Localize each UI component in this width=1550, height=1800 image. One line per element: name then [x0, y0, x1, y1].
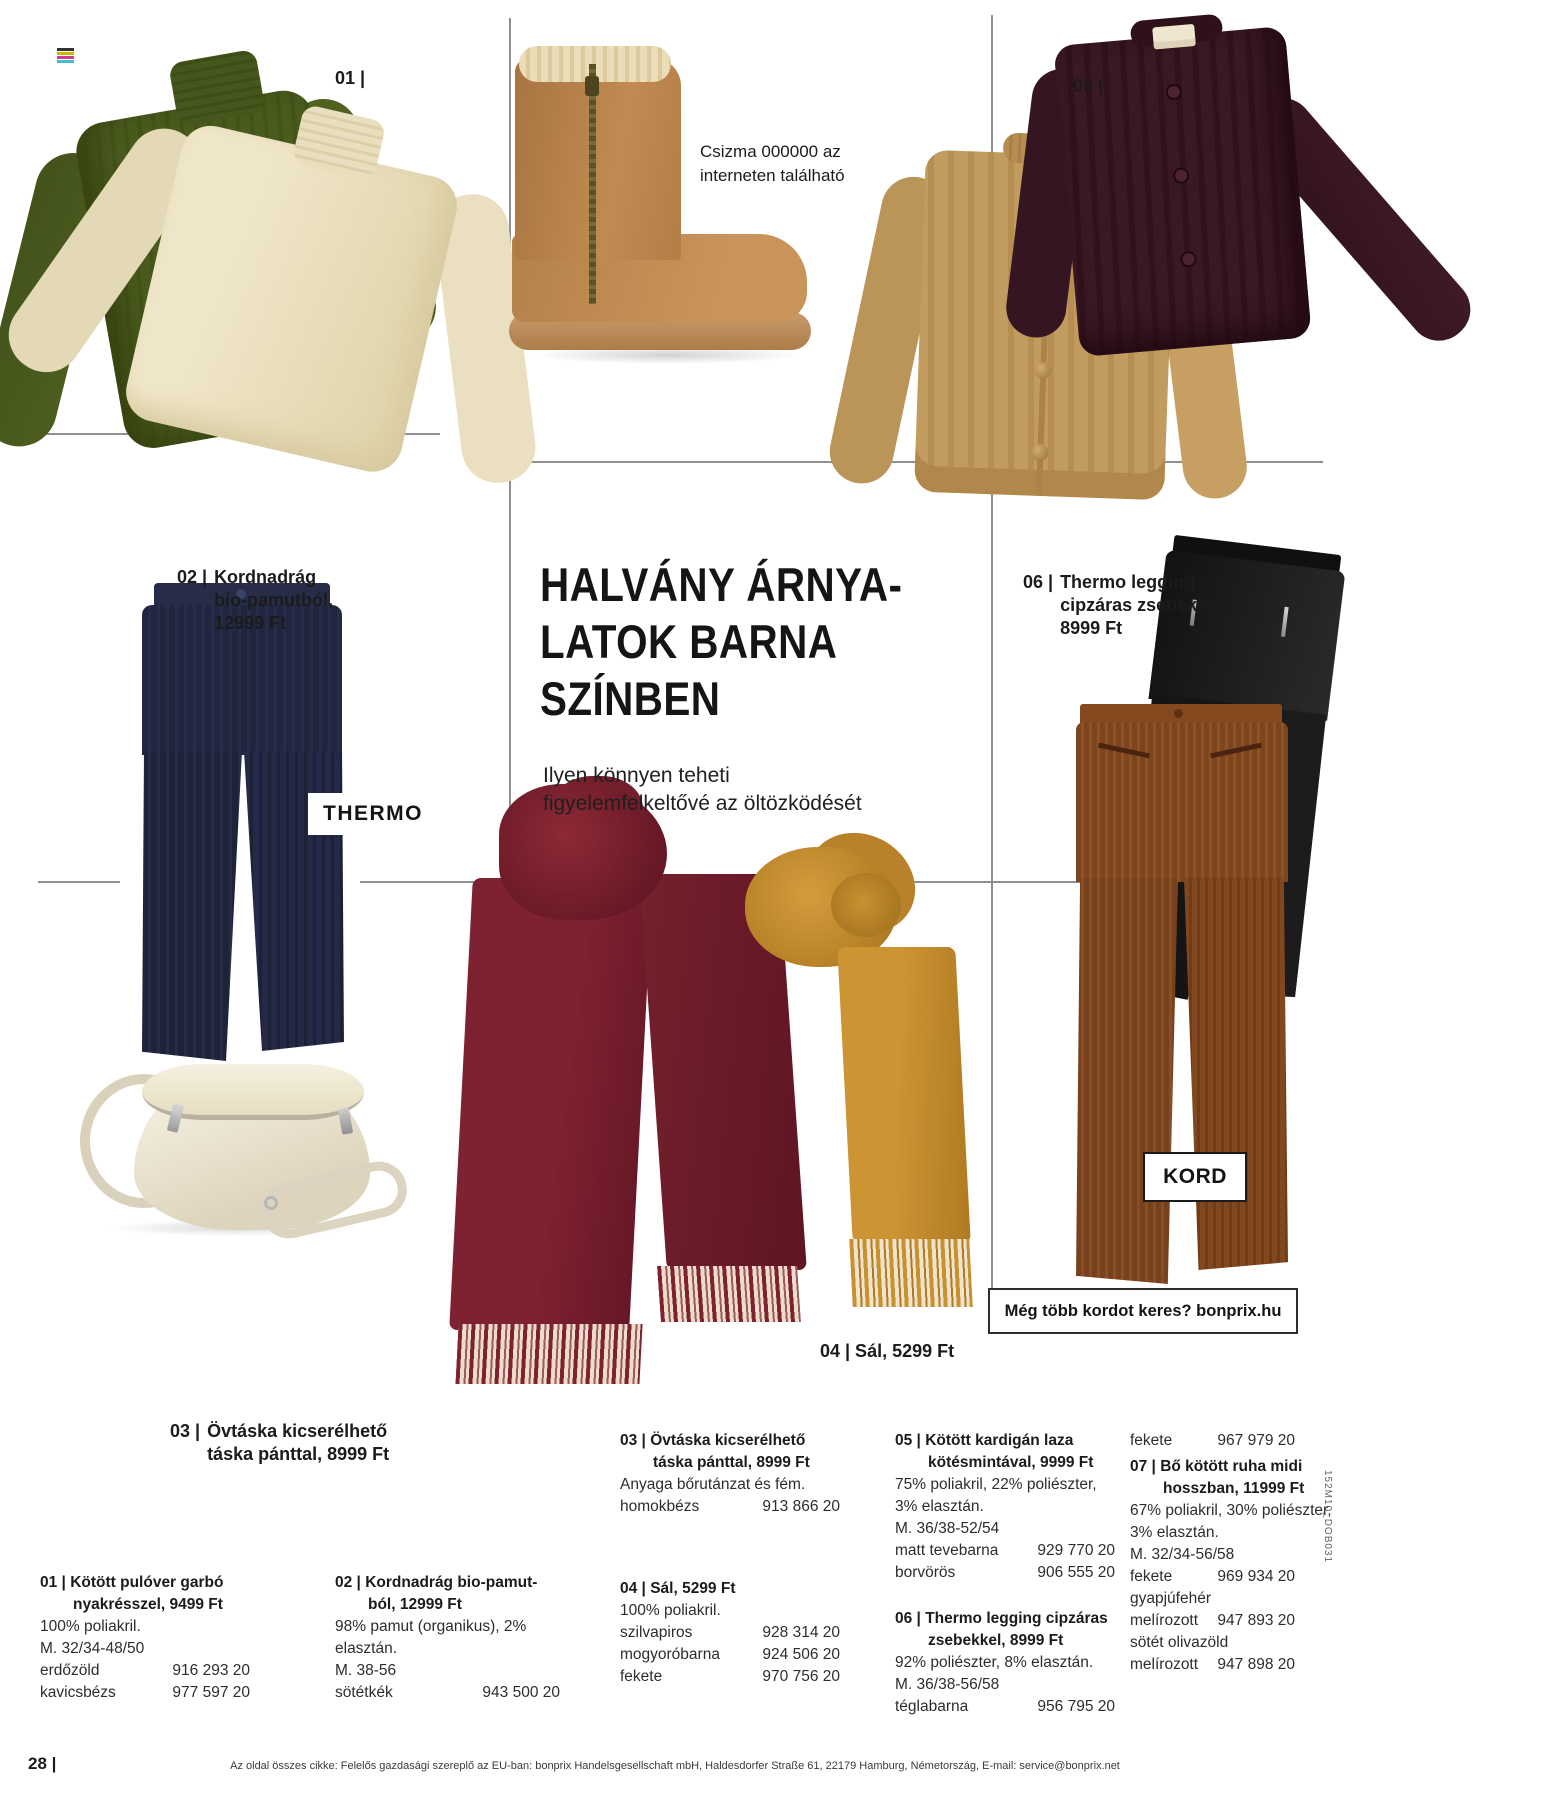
color-code-row [895, 1540, 1115, 1562]
detail-column-item-05 [895, 1430, 1115, 1584]
color-code-row [620, 1644, 840, 1666]
registration-bar-yellow [57, 52, 74, 55]
color-name: fekete [1130, 1568, 1173, 1585]
callout-line: bio-pamutból, [214, 590, 334, 610]
color-code-row [1130, 1654, 1295, 1676]
detail-title: 03 | Övtáska kicserélhető [620, 1432, 806, 1449]
order-code: 916 293 20 [172, 1662, 250, 1679]
order-code: 967 979 20 [1217, 1432, 1295, 1449]
detail-title-line2: hosszban, 11999 Ft [1163, 1480, 1305, 1497]
trouser-leg [1184, 878, 1288, 1270]
callout-number: 06 | [1023, 572, 1054, 592]
callout-number: 02 | [177, 567, 208, 587]
scarf-tail [449, 878, 653, 1330]
color-name: melírozott [1130, 1612, 1199, 1629]
detail-spec: M. 38-56 [335, 1662, 397, 1679]
subtitle-line1: Ilyen könnyen teheti [543, 764, 730, 787]
color-name: fekete [1130, 1432, 1173, 1449]
callout-line: 8999 Ft [1060, 618, 1123, 638]
order-code: 943 500 20 [482, 1684, 560, 1701]
headline [540, 556, 961, 727]
color-code-row [620, 1622, 840, 1644]
detail-spec: M. 36/38-56/58 [895, 1676, 1000, 1693]
color-name: sötét olivazöld [1130, 1634, 1229, 1651]
color-name: homokbézs [620, 1498, 700, 1515]
footer-legal-text: Az oldal összes cikke: Felelős gazdasági szereplő az EU-ban: bonprix Handelsgesellschaft mbH, Haldesdorfer Straße 61, 22179 Hamburg, Németország, E-mail: service@bonprix.net [230, 1760, 1120, 1772]
order-code: 956 795 20 [1037, 1698, 1115, 1715]
callout-line: Kordnadrág [214, 567, 317, 587]
item-marker-05: 05 | [1073, 76, 1104, 96]
order-code: 947 893 20 [1217, 1612, 1295, 1629]
detail-spec: 67% poliakril, 30% poliészter, [1130, 1502, 1332, 1519]
color-code-row [335, 1682, 560, 1704]
trouser-leg [1076, 878, 1178, 1284]
detail-column-item-04 [620, 1578, 840, 1688]
boot-note-line1: Csizma 000000 az [700, 142, 841, 161]
detail-title-line2: zsebekkel, 8999 Ft [928, 1632, 1064, 1649]
trouser-leg [142, 751, 242, 1061]
color-name: fekete [620, 1668, 663, 1685]
callout-number: 03 | [170, 1421, 201, 1441]
callout-item-02 [177, 566, 333, 635]
trouser-button [1174, 709, 1183, 718]
order-code: 947 898 20 [1217, 1656, 1295, 1673]
brand-tag [1152, 24, 1196, 50]
promo-box-bonprix: Még több kordot keres? bonprix.hu [988, 1288, 1298, 1334]
color-name: gyapjúfehér [1130, 1590, 1212, 1607]
color-name: téglabarna [895, 1698, 969, 1715]
color-name: borvörös [895, 1564, 956, 1581]
scarf-tail [837, 947, 971, 1243]
callout-line: cipzáras zsebekkel, [1060, 595, 1228, 615]
color-name: mogyoróbarna [620, 1646, 720, 1663]
detail-spec: 3% elasztán. [1130, 1524, 1219, 1541]
callout-item-06 [1023, 571, 1227, 640]
detail-spec: M. 32/34-48/50 [40, 1640, 145, 1657]
color-code-row [1130, 1588, 1295, 1610]
color-code-row [620, 1496, 840, 1518]
callout-text [214, 566, 333, 635]
order-code: 928 314 20 [762, 1624, 840, 1641]
callout-line: Övtáska kicserélhető [207, 1421, 388, 1441]
color-code-row [895, 1562, 1115, 1584]
order-code: 969 934 20 [1217, 1568, 1295, 1585]
detail-spec: M. 32/34-56/58 [1130, 1546, 1235, 1563]
color-code-row [40, 1682, 250, 1704]
color-name: kavicsbézs [40, 1684, 116, 1701]
scarf-fringe [455, 1324, 642, 1384]
detail-title: 01 | Kötött pulóver garbó [40, 1574, 224, 1591]
side-print-code: 152M10_DOB031 [1322, 1470, 1333, 1564]
detail-column-item-03 [620, 1430, 840, 1518]
order-code: 913 866 20 [762, 1498, 840, 1515]
color-code-row [1130, 1430, 1295, 1452]
callout-line: 12999 Ft [214, 613, 287, 633]
page-number: 28 | [28, 1754, 57, 1773]
color-code-row [620, 1666, 840, 1688]
product-photo-mustard-scarf [735, 835, 980, 1320]
detail-spec: 98% pamut (organikus), 2% [335, 1618, 527, 1635]
thermo-tag: THERMO [308, 793, 438, 835]
item-marker-01: 01 | [335, 68, 366, 88]
scarf-fringe [849, 1239, 973, 1307]
callout-text [207, 1420, 389, 1466]
detail-title-line2: ból, 12999 Ft [368, 1596, 462, 1613]
color-code-row [895, 1696, 1115, 1718]
detail-title: 04 | Sál, 5299 Ft [620, 1580, 736, 1597]
order-code: 970 756 20 [762, 1668, 840, 1685]
detail-column-item-06 [895, 1608, 1115, 1718]
order-code: 906 555 20 [1037, 1564, 1115, 1581]
order-code: 929 770 20 [1037, 1542, 1115, 1559]
color-name: szilvapiros [620, 1624, 693, 1641]
detail-title-line2: kötésmintával, 9999 Ft [928, 1454, 1094, 1471]
boot-note [700, 140, 845, 188]
detail-column-item-01 [40, 1572, 250, 1704]
headline-subtitle [543, 762, 862, 818]
product-photo-belt-bag [78, 1046, 383, 1246]
color-code-row [40, 1660, 250, 1682]
detail-spec: M. 36/38-52/54 [895, 1520, 1000, 1537]
detail-title: 06 | Thermo legging cipzáras [895, 1610, 1108, 1627]
callout-line: táska pánttal, 8999 Ft [207, 1444, 390, 1464]
color-name: sötétkék [335, 1684, 393, 1701]
callout-text [1060, 571, 1227, 640]
color-name: erdőzöld [40, 1662, 100, 1679]
detail-spec: elasztán. [335, 1640, 398, 1657]
detail-column-item-05-continued [1130, 1430, 1295, 1452]
product-photo-bordeaux-cardigan [1028, 18, 1328, 398]
color-code-row [1130, 1566, 1295, 1588]
subtitle-line2: figyelemfelkeltővé az öltözködését [543, 792, 862, 815]
print-registration-mark [57, 48, 74, 63]
detail-title: 02 | Kordnadrág bio-pamut- [335, 1574, 538, 1591]
headline-line1: HALVÁNY ÁRNYA- [540, 558, 903, 611]
registration-bar-black [57, 48, 74, 51]
color-code-row [1130, 1632, 1295, 1654]
order-code: 924 506 20 [762, 1646, 840, 1663]
detail-title: 05 | Kötött kardigán laza [895, 1432, 1074, 1449]
color-code-row [1130, 1610, 1295, 1632]
boot-zipper [589, 64, 596, 304]
detail-spec: Anyaga bőrutánzat és fém. [620, 1476, 806, 1493]
callout-item-04 [820, 1340, 954, 1363]
detail-spec: 100% poliakril. [620, 1602, 721, 1619]
callout-line: 04 | Sál, 5299 Ft [820, 1341, 955, 1361]
detail-title-line2: táska pánttal, 8999 Ft [653, 1454, 810, 1471]
product-photo-suede-boot [497, 46, 832, 376]
headline-line3: SZÍNBEN [540, 672, 721, 725]
detail-spec: 75% poliakril, 22% poliészter, [895, 1476, 1097, 1493]
detail-spec: 100% poliakril. [40, 1618, 141, 1635]
callout-item-03 [170, 1420, 389, 1466]
headline-line2: LATOK BARNA [540, 615, 838, 668]
scarf-twist [831, 873, 901, 937]
callout-line: Thermo legging [1060, 572, 1196, 592]
detail-spec: 92% poliészter, 8% elasztán. [895, 1654, 1094, 1671]
kord-tag: KORD [1143, 1152, 1247, 1202]
detail-spec: 3% elasztán. [895, 1498, 984, 1515]
registration-bar-magenta [57, 56, 74, 59]
color-name: melírozott [1130, 1656, 1199, 1673]
detail-column-item-02 [335, 1572, 560, 1704]
color-name: matt tevebarna [895, 1542, 999, 1559]
order-code: 977 597 20 [172, 1684, 250, 1701]
registration-bar-cyan [57, 60, 74, 63]
boot-zipper-pull [585, 76, 599, 96]
detail-title: 07 | Bő kötött ruha midi [1130, 1458, 1303, 1475]
detail-title-line2: nyakrésszel, 9499 Ft [73, 1596, 223, 1613]
boot-note-line2: interneten található [700, 166, 845, 185]
product-photo-cream-turtleneck-sweater [168, 110, 488, 480]
